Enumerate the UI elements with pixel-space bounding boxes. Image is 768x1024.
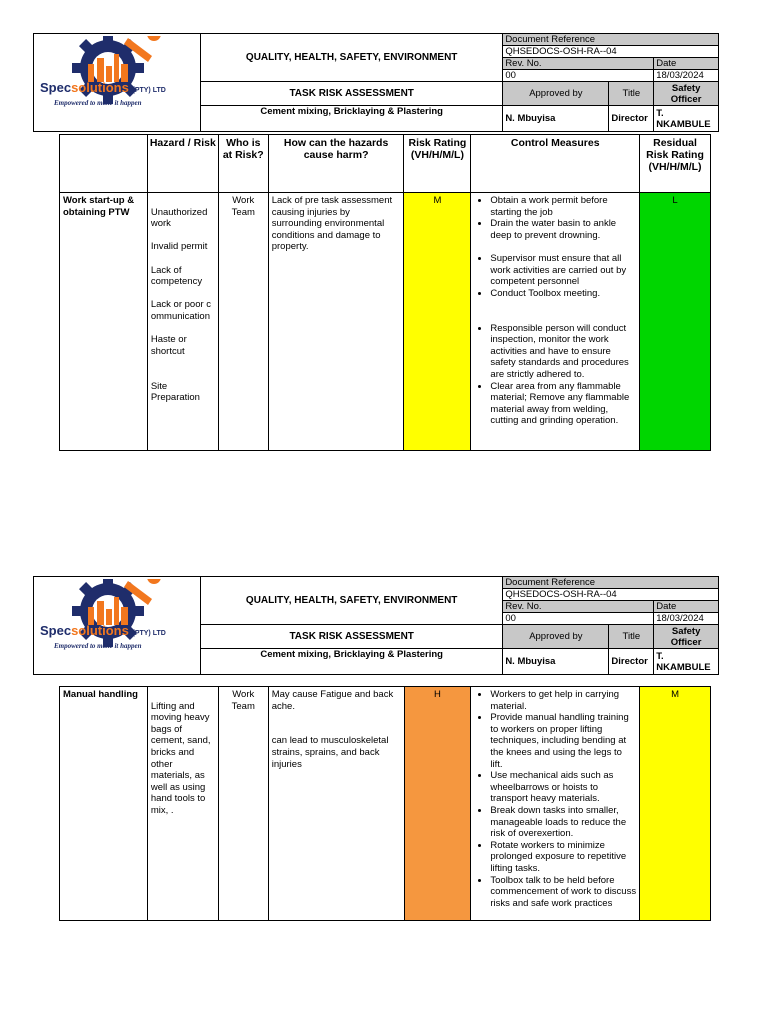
doc-ref-label: Document Reference xyxy=(503,577,719,589)
logo-tagline: Empowered to make it happen xyxy=(54,642,142,650)
date-value: 18/03/2024 xyxy=(654,70,719,82)
activity-cell: Manual handling xyxy=(60,687,148,921)
residual-rating-cell: M xyxy=(640,687,711,921)
doc-ref-value: QHSEDOCS-OSH-RA--04 xyxy=(503,589,719,601)
control-item: • Rotate workers to minimize prolonged exposure to repetitive lifting tasks. xyxy=(490,840,636,875)
logo-tagline: Empowered to make it happen xyxy=(54,99,142,107)
qhse-title: QUALITY, HEALTH, SAFETY, ENVIRONMENT xyxy=(201,577,503,625)
table-row xyxy=(60,193,711,451)
how-text: can lead to musculoskeletal strains, sprains, and back injuries xyxy=(271,735,389,770)
activity-title: Cement mixing, Bricklaying & Plastering xyxy=(201,106,503,132)
rev-label: Rev. No. xyxy=(503,601,654,613)
how-text: May cause Fatigue and back ache. xyxy=(271,689,394,712)
rev-label: Rev. No. xyxy=(503,58,654,70)
hazard-text: Lifting and moving heavy bags of cement, sand, bricks and other materials, as well as using hand tools to mix, . xyxy=(150,700,211,816)
hazard-item: Haste or shortcut xyxy=(150,334,187,357)
date-label: Date xyxy=(654,58,719,70)
rev-value: 00 xyxy=(503,70,654,82)
doc-ref-value: QHSEDOCS-OSH-RA--04 xyxy=(503,46,719,58)
hazard-item: Invalid permit xyxy=(150,241,208,253)
risk-rating-cell: M xyxy=(404,193,471,451)
rev-value: 00 xyxy=(503,613,654,625)
who-cell: Work Team xyxy=(218,687,268,921)
logo-brand: Specsolutions (PTY) LTD xyxy=(40,623,166,638)
company-logo xyxy=(34,577,201,675)
approved-by-label: Approved by xyxy=(503,82,609,106)
approver-title: Director xyxy=(609,649,654,675)
col-who: Who is at Risk? xyxy=(218,135,268,193)
date-value: 18/03/2024 xyxy=(654,613,719,625)
officer-name: T. NKAMBULE xyxy=(654,106,719,132)
col-control: Control Measures xyxy=(471,135,640,193)
date-label: Date xyxy=(654,601,719,613)
col-activity xyxy=(60,135,148,193)
control-item: • Conduct Toolbox meeting. xyxy=(490,288,636,300)
qhse-title: QUALITY, HEALTH, SAFETY, ENVIRONMENT xyxy=(201,34,503,82)
risk-table xyxy=(59,686,711,921)
control-item: • Workers to get help in carrying material. xyxy=(490,689,636,712)
approver-title: Director xyxy=(609,106,654,132)
activity-title: Cement mixing, Bricklaying & Plastering xyxy=(201,649,503,675)
logo-brand: Specsolutions (PTY) LTD xyxy=(40,80,166,95)
risk-table xyxy=(59,134,711,451)
col-residual: Residual Risk Rating (VH/H/M/L) xyxy=(640,135,711,193)
hazard-cell xyxy=(147,193,218,451)
company-logo xyxy=(34,34,201,132)
title-label: Title xyxy=(609,625,654,649)
title-label: Title xyxy=(609,82,654,106)
control-item: • Obtain a work permit before starting the job xyxy=(490,195,636,218)
activity-cell: Work start-up & obtaining PTW xyxy=(60,193,148,451)
tra-title: TASK RISK ASSESSMENT xyxy=(201,82,503,106)
safety-officer-label: Safety Officer xyxy=(654,625,719,649)
control-item: • Responsible person will conduct inspection, monitor the work activities and have to ensure safety standards and procedures are strictly adhered to. xyxy=(490,323,636,381)
document-header xyxy=(33,33,719,132)
tra-title: TASK RISK ASSESSMENT xyxy=(201,625,503,649)
hazard-cell xyxy=(147,687,218,921)
safety-officer-label: Safety Officer xyxy=(654,82,719,106)
col-hazard: Hazard / Risk xyxy=(147,135,218,193)
officer-name: T. NKAMBULE xyxy=(654,649,719,675)
how-cell xyxy=(268,687,404,921)
control-item: • Provide manual handling training to workers on proper lifting techniques, including bending at the knees and using the legs to lift. xyxy=(490,712,636,770)
control-item: • Drain the water basin to ankle deep to prevent drowning. xyxy=(490,218,636,241)
risk-rating-cell: H xyxy=(404,687,471,921)
col-how: How can the hazards cause harm? xyxy=(268,135,404,193)
control-item: • Toolbox talk to be held before commencement of work to discuss risks and safe work practices xyxy=(490,875,636,910)
residual-rating-cell: L xyxy=(640,193,711,451)
col-rating: Risk Rating (VH/H/M/L) xyxy=(404,135,471,193)
table-row xyxy=(60,687,711,921)
control-item: • Supervisor must ensure that all work activities are carried out by competent personnel xyxy=(490,253,636,288)
hazard-item: Unauthorized work xyxy=(150,206,208,230)
hazard-item: Site Preparation xyxy=(150,380,200,404)
approved-by-label: Approved by xyxy=(503,625,609,649)
control-item: • Clear area from any flammable material; Remove any flammable material away from welding, cutting and grinding operation. xyxy=(490,381,636,427)
control-cell xyxy=(471,687,640,921)
doc-ref-label: Document Reference xyxy=(503,34,719,46)
who-cell: Work Team xyxy=(218,193,268,451)
how-cell: Lack of pre task assessment causing injuries by surrounding environmental conditions and damage to property. xyxy=(268,193,404,451)
approver-name: N. Mbuyisa xyxy=(503,649,609,675)
control-item: • Break down tasks into smaller, manageable loads to reduce the risk of overexertion. xyxy=(490,805,636,840)
approver-name: N. Mbuyisa xyxy=(503,106,609,132)
control-item: • Use mechanical aids such as wheelbarrows or hoists to transport heavy materials. xyxy=(490,770,636,805)
hazard-item: Lack of competency xyxy=(150,264,203,288)
control-cell xyxy=(471,193,640,451)
document-header xyxy=(33,576,719,675)
hazard-item: Lack or poor communication xyxy=(150,299,212,322)
